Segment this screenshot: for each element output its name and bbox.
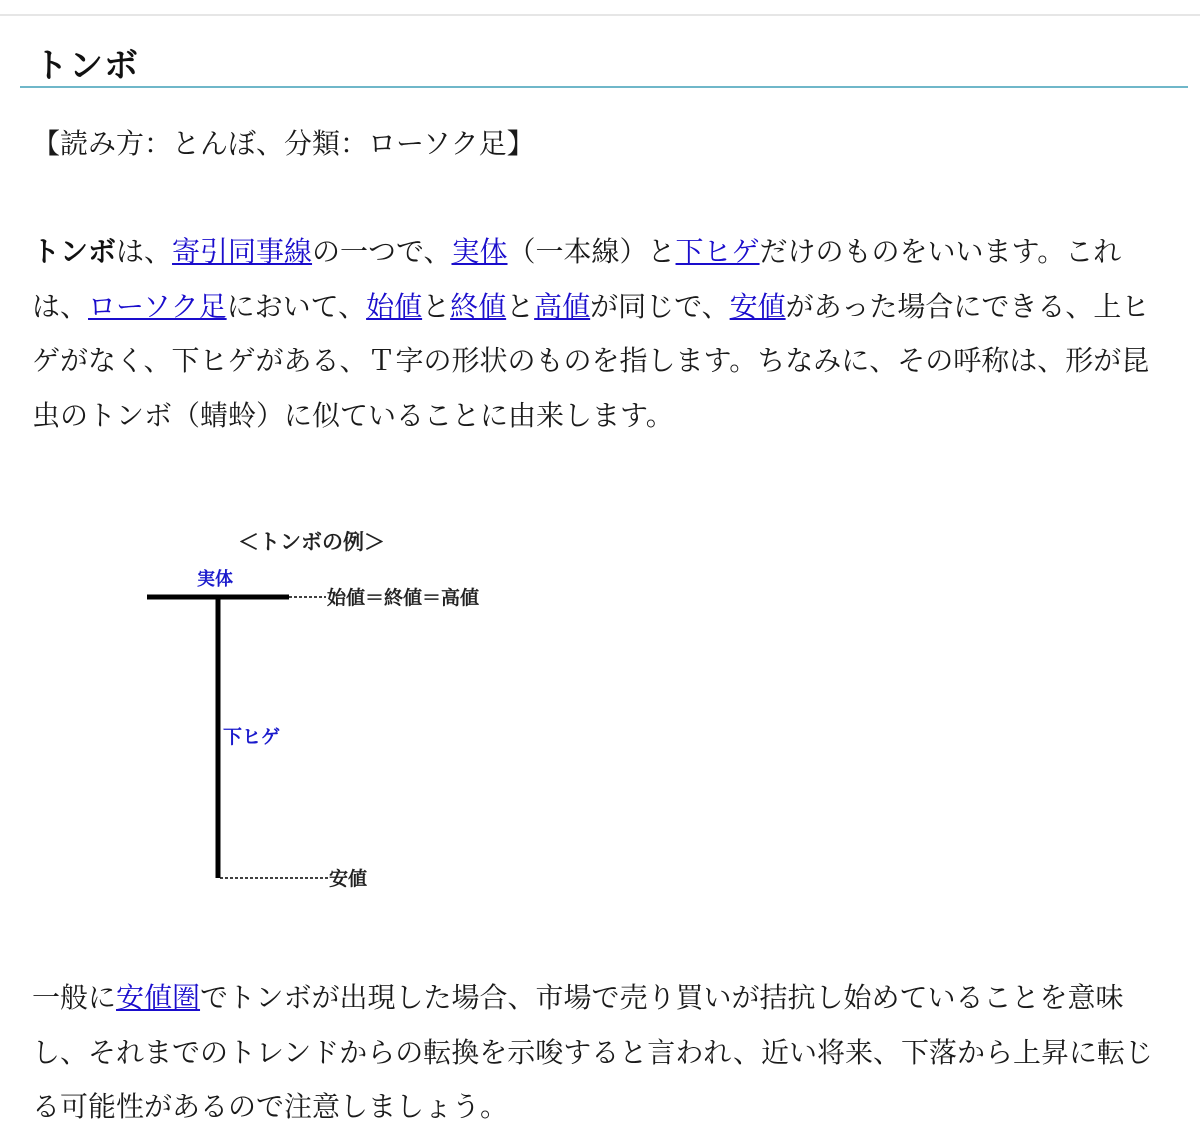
text-run: が同じで、 <box>590 289 730 323</box>
text-run: と <box>506 289 535 323</box>
term-link[interactable]: 終値 <box>450 289 507 323</box>
term-link[interactable]: 始値 <box>366 289 423 323</box>
term-link[interactable]: 下ヒゲ <box>675 235 760 268</box>
diagram-bottom-label: 安値 <box>329 868 368 890</box>
page-title: トンボ <box>34 46 139 86</box>
reading-classification: 【読み方：とんぼ、分類：ローソク足】 <box>32 127 535 160</box>
term-link[interactable]: 高値 <box>534 289 591 323</box>
text-run: において、 <box>226 289 367 323</box>
term-link[interactable]: 寄引同事線 <box>172 235 313 268</box>
diagram-caption: ＜トンボの例＞ <box>238 530 385 554</box>
text-run: 一般に <box>32 981 117 1014</box>
term-link[interactable]: ローソク足 <box>88 289 227 323</box>
diagram-top-label: 始値＝終値＝高値 <box>327 587 480 609</box>
text-run: があった場合にできる、上ヒゲがなく、下ヒゲがある、Ｔ字の形状のものを指します。ちなみに、その呼称は、形が昆虫のトンボ（蜻蛉）に似ていることに由来します。 <box>32 289 1150 432</box>
top-divider <box>0 14 1200 16</box>
title-underline <box>20 86 1188 88</box>
text-run: だけのものをいいます。これは、 <box>32 235 1122 323</box>
term-bold: トンボ <box>32 235 117 268</box>
text-run: の一つで、 <box>312 235 452 268</box>
text-run: でトンボが出現した場合、市場で売り買いが拮抗し始めていることを意味し、それまでのトレンドからの転換を示唆すると言われ、近い将来、下落から上昇に転じる可能性があるので注意しましょう。 <box>32 981 1153 1123</box>
term-link[interactable]: 安値 <box>729 289 786 323</box>
text-run: は、 <box>116 235 173 268</box>
term-link[interactable]: 安値圏 <box>116 981 201 1014</box>
text-run: と <box>422 289 451 323</box>
diagram-shadow-label: 下ヒゲ <box>223 726 281 748</box>
definition-paragraph <box>32 225 1172 443</box>
diagram-body-label: 実体 <box>197 569 233 590</box>
text-run: （一本線）と <box>507 235 676 268</box>
tonbo-diagram <box>130 520 550 900</box>
term-link[interactable]: 実体 <box>451 235 508 268</box>
interpretation-paragraph <box>32 971 1172 1135</box>
